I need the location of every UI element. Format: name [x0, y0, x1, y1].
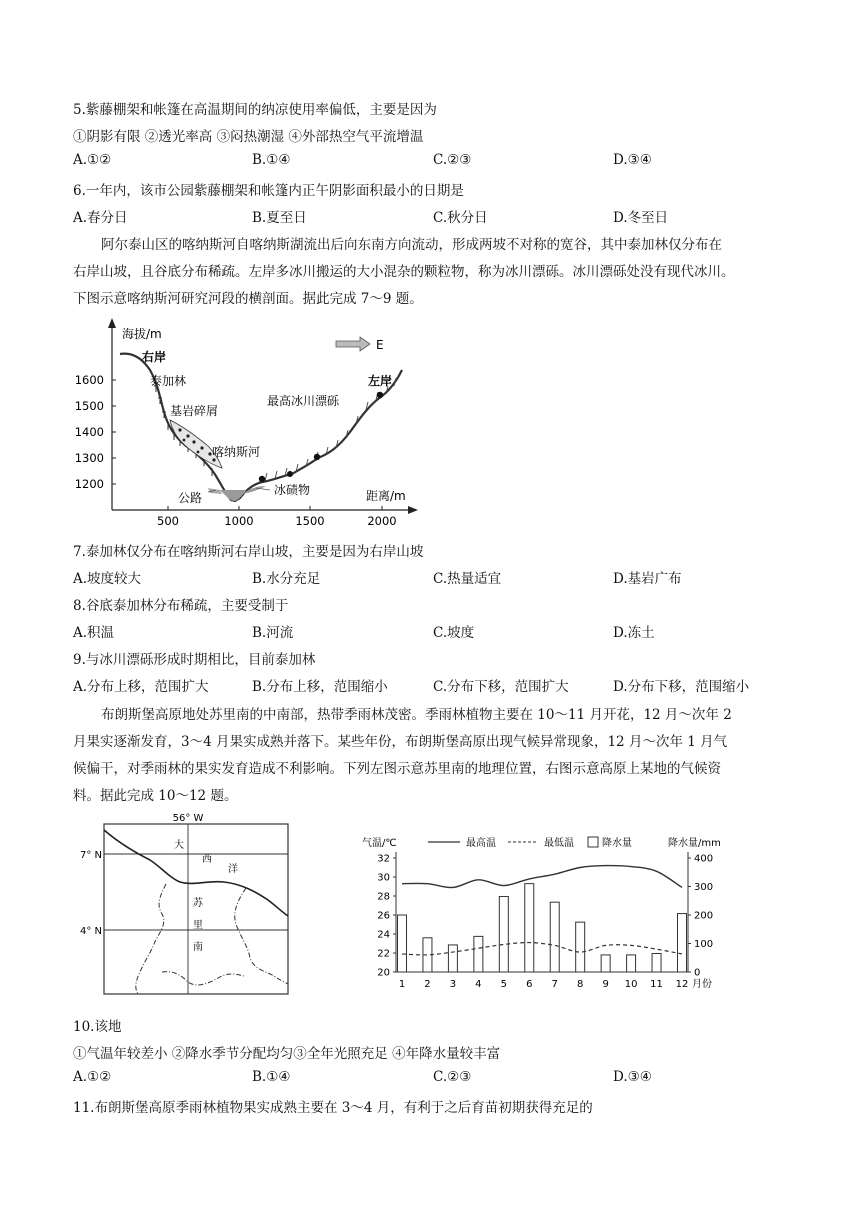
precip-bar-4 — [474, 936, 483, 972]
y-tick-1600: 1600 — [74, 373, 104, 387]
x-tick-label-9: 9 — [602, 979, 609, 990]
precip-bar-11 — [652, 953, 661, 972]
q6-stem: 6.一年内，该市公园紫藤棚架和帐篷内正午阴影面积最小的日期是 — [73, 183, 464, 199]
right-tick-label: 300 — [694, 882, 714, 893]
passage2-line-4: 料。据此完成 10～12 题。 — [73, 788, 238, 804]
q9-option-a: A.分布上移，范围扩大 — [73, 679, 209, 695]
left-tick-label: 30 — [377, 872, 390, 884]
legend-precip-swatch — [588, 837, 598, 847]
precip-bar-3 — [448, 945, 457, 972]
country-char-2: 里 — [193, 920, 203, 931]
legend-max-temp: 最高温 — [466, 838, 496, 849]
right-tick-label: 0 — [694, 967, 701, 979]
x-tick-label-7: 7 — [551, 979, 558, 990]
x-tick-label-11: 11 — [650, 979, 663, 990]
y-left-axis-label: 气温/℃ — [362, 838, 397, 849]
y-tick-1200: 1200 — [74, 477, 104, 491]
q11-stem: 11.布朗斯堡高原季雨林植物果实成熟主要在 3～4 月，有利于之后育苗初期获得充足的 — [73, 1100, 593, 1116]
road-surface — [208, 488, 222, 494]
passage2-line-1: 布朗斯堡高原地处苏里南的中南部，热带季雨林茂密。季雨林植物主要在 10～11 月开花，12 月～次年 2 — [101, 707, 732, 723]
q6-option-b: B.夏至日 — [252, 210, 307, 226]
x-tick-label-10: 10 — [624, 979, 638, 990]
y-tick-1400: 1400 — [74, 425, 104, 439]
country-char-3: 南 — [193, 942, 203, 953]
q5-option-c: C.②③ — [433, 152, 472, 168]
precip-bar-10 — [627, 955, 636, 972]
bedrock-label: 基岩碎屑 — [170, 404, 219, 418]
q10-stem: 10.该地 — [73, 1019, 122, 1035]
precip-bar-5 — [499, 896, 508, 972]
q10-option-d: D.③④ — [613, 1069, 652, 1085]
q5-stem: 5.紫藤棚架和帐篷在高温期间的纳凉使用率偏低，主要是因为 — [73, 102, 437, 118]
left-bank-label: 左岸 — [368, 374, 393, 388]
q8-option-b: B.河流 — [252, 625, 294, 641]
x-tick-500: 500 — [157, 514, 179, 528]
q8-option-d: D.冻土 — [613, 625, 655, 641]
min-temp-line — [402, 943, 682, 955]
river-label: 喀纳斯河 — [212, 445, 261, 459]
q10-option-c: C.②③ — [433, 1069, 472, 1085]
x-tick-label-3: 3 — [449, 979, 457, 990]
x-tick-label-5: 5 — [500, 979, 508, 990]
left-tick-label: 24 — [377, 929, 390, 941]
west-border — [136, 884, 166, 994]
ocean-char-2: 西 — [202, 854, 212, 865]
q10-option-b: B.①④ — [252, 1069, 291, 1085]
direction-label: E — [376, 338, 384, 352]
ocean-char-1: 大 — [174, 840, 184, 851]
y-tick-1500: 1500 — [74, 399, 104, 413]
passage2-line-3: 候偏干，对季雨林的果实发育造成不利影响。下列左图示意苏里南的地理位置，右图示意高原上某地的气候资 — [73, 761, 721, 777]
right-tick-label: 400 — [694, 853, 714, 865]
y-tick-1300: 1300 — [74, 451, 104, 465]
x-axis-label: 距离/m — [366, 489, 406, 503]
passage1-line-2: 右岸山坡，且谷底分布稀疏。左岸多冰川搬运的大小混杂的颗粒物，称为冰川漂砾。冰川漂砾处没有现代冰川。 — [73, 264, 735, 280]
legend-precip: 降水量 — [602, 838, 632, 849]
legend — [428, 836, 632, 849]
x-tick-label-8: 8 — [576, 979, 584, 990]
x-axis-arrow — [408, 506, 418, 514]
q7-option-b: B.水分充足 — [252, 571, 321, 587]
valley-cross-section-figure — [70, 318, 420, 533]
x-tick-label-2: 2 — [424, 979, 431, 990]
q8-option-c: C.坡度 — [433, 625, 475, 641]
q8-stem: 8.谷底泰加林分布稀疏，主要受制于 — [73, 598, 289, 614]
x-tick-label-12: 12 — [675, 979, 689, 990]
lat-4n-label: 4° N — [80, 926, 103, 937]
legend-min-temp: 最低温 — [544, 838, 574, 849]
moraine-label: 冰碛物 — [274, 483, 311, 497]
right-tick-label: 100 — [694, 939, 714, 950]
lat-7n-label: 7° N — [80, 850, 103, 861]
precip-bar-9 — [601, 955, 610, 972]
q7-stem: 7.泰加林仅分布在喀纳斯河右岸山坡，主要是因为右岸山坡 — [73, 544, 424, 560]
q10-items: ①气温年较差小 ②降水季节分配均匀③全年光照充足 ④年降水量较丰富 — [73, 1046, 501, 1062]
chart-plot-area — [377, 852, 713, 990]
precip-bar-6 — [525, 884, 534, 972]
taiga-label: 泰加林 — [150, 374, 187, 388]
precip-bar-8 — [576, 922, 585, 972]
q5-option-a: A.①② — [73, 152, 112, 168]
precip-bar-12 — [678, 914, 687, 972]
q5-option-b: B.①④ — [252, 152, 291, 168]
q8-option-a: A.积温 — [73, 625, 115, 641]
left-tick-label: 32 — [377, 853, 390, 865]
east-border — [235, 888, 288, 984]
y-axis-label: 海拔/m — [122, 327, 162, 341]
q6-option-d: D.冬至日 — [613, 210, 669, 226]
y-axis-arrow — [108, 318, 116, 328]
ocean-char-3: 洋 — [228, 864, 238, 875]
boulders-label: 最高冰川漂砾 — [267, 394, 340, 408]
country-char-1: 苏 — [193, 898, 203, 909]
q9-option-d: D.分布下移，范围缩小 — [613, 679, 750, 695]
max-temp-line — [402, 866, 682, 888]
left-tick-label: 20 — [377, 967, 390, 979]
south-border — [162, 972, 244, 985]
climate-chart — [360, 832, 750, 1004]
x-tick-label-4: 4 — [475, 979, 482, 990]
passage1-line-1: 阿尔泰山区的喀纳斯河自喀纳斯湖流出后向东南方向流动，形成两坡不对称的宽谷，其中泰加林仅分布在 — [101, 237, 722, 253]
left-tick-label: 28 — [377, 891, 390, 903]
q6-option-c: C.秋分日 — [433, 210, 488, 226]
q9-option-b: B.分布上移，范围缩小 — [252, 679, 388, 695]
x-tick-2000: 2000 — [367, 514, 397, 528]
q7-option-c: C.热量适宜 — [433, 571, 502, 587]
x-unit-label: 月份 — [692, 979, 712, 990]
right-bank-label: 右岸 — [142, 350, 167, 364]
precip-bar-1 — [398, 915, 407, 972]
q5-option-d: D.③④ — [613, 152, 652, 168]
passage1-line-3: 下图示意喀纳斯河研究河段的横剖面。据此完成 7～9 题。 — [73, 291, 423, 307]
x-tick-label-1: 1 — [398, 979, 406, 990]
q7-option-d: D.基岩广布 — [613, 571, 682, 587]
longitude-label: 56° W — [172, 813, 204, 824]
left-tick-label: 22 — [377, 948, 390, 960]
q9-stem: 9.与冰川漂砾形成时期相比，目前泰加林 — [73, 652, 316, 668]
precip-bar-7 — [550, 902, 559, 972]
passage2-line-2: 月果实逐渐发育，3～4 月果实成熟并落下。某些年份，布朗斯堡高原出现气候异常现象，12 月～次年 1 月气 — [73, 734, 728, 750]
east-direction-arrow — [336, 337, 384, 352]
q9-option-c: C.分布下移，范围扩大 — [433, 679, 569, 695]
left-tick-label: 26 — [377, 910, 390, 922]
q7-option-a: A.坡度较大 — [73, 571, 142, 587]
x-tick-1500: 1500 — [295, 514, 325, 528]
q5-items: ①阴影有限 ②透光率高 ③闷热潮湿 ④外部热空气平流增温 — [73, 129, 424, 145]
road-label: 公路 — [178, 491, 203, 505]
q10-option-a: A.①② — [73, 1069, 112, 1085]
suriname-location-map — [78, 812, 292, 998]
q6-option-a: A.春分日 — [73, 210, 128, 226]
right-tick-label: 200 — [694, 910, 714, 922]
y-right-axis-label: 降水量/mm — [668, 838, 721, 849]
x-tick-label-6: 6 — [526, 979, 533, 990]
x-tick-1000: 1000 — [224, 514, 254, 528]
